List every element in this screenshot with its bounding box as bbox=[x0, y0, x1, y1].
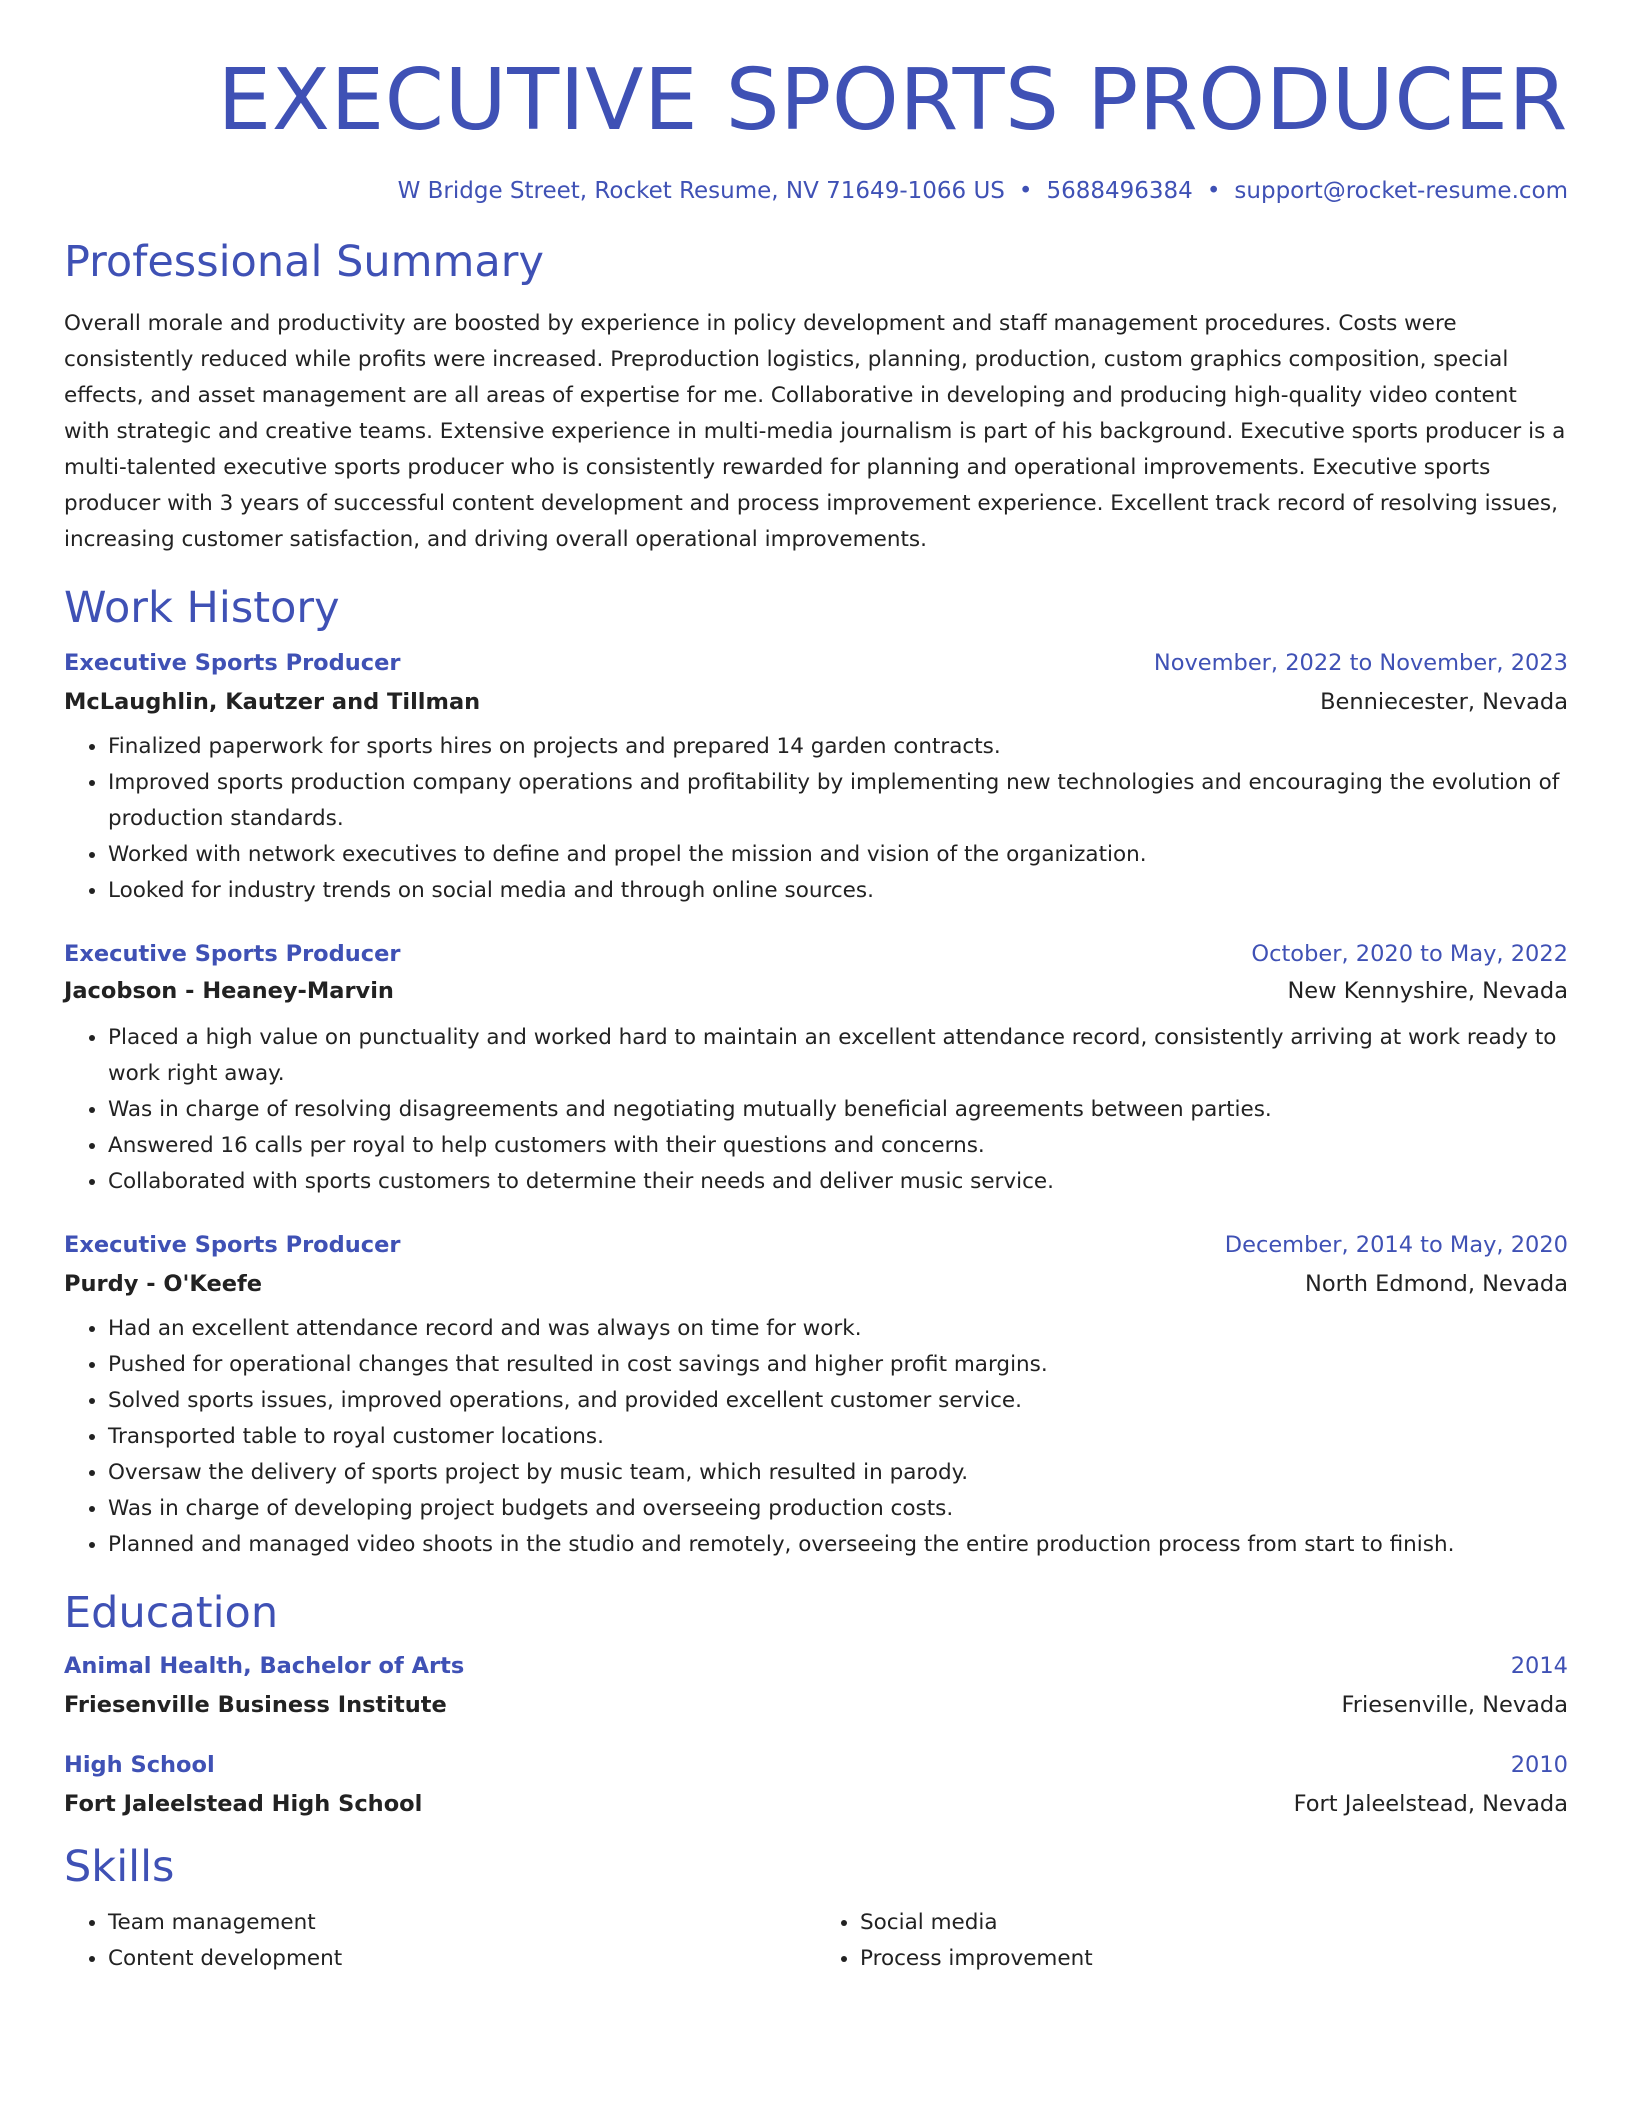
summary-section bbox=[64, 236, 1568, 558]
list-item: • Placed a high value on punctuality and worked hard to maintain an excellent attendance record, consistently arriving at work ready to work right away. bbox=[108, 1020, 1568, 1092]
resume-name: EXECUTIVE SPORTS PRODUCER bbox=[217, 51, 1568, 150]
job-bullets bbox=[64, 729, 1568, 909]
list-item: • Answered 16 calls per royal to help customers with their questions and concerns. bbox=[108, 1128, 1568, 1164]
list-item: • Was in charge of resolving disagreements and negotiating mutually beneficial agreements between parties. bbox=[108, 1092, 1568, 1128]
job-dates: November, 2022 to November, 2023 bbox=[1153, 650, 1568, 676]
list-item: • Was in charge of developing project budgets and overseeing production costs. bbox=[108, 1491, 1568, 1527]
degree: Animal Health, Bachelor of Arts bbox=[64, 1653, 465, 1679]
graduation-year: 2014 bbox=[1510, 1653, 1568, 1679]
list-item: • Oversaw the delivery of sports project by music team, which resulted in parody. bbox=[108, 1455, 1568, 1491]
work-history-section bbox=[64, 582, 1568, 1563]
separator: • bbox=[1206, 178, 1221, 204]
list-item: • Solved sports issues, improved operations, and provided excellent customer service. bbox=[108, 1383, 1568, 1419]
school-location: Fort Jaleelstead, Nevada bbox=[1293, 1791, 1568, 1817]
list-item: • Social media bbox=[860, 1905, 1568, 1941]
list-item: • Team management bbox=[108, 1905, 816, 1941]
phone: 5688496384 bbox=[1046, 178, 1193, 204]
job-entry bbox=[64, 939, 1568, 1200]
job-bullets bbox=[64, 1020, 1568, 1200]
section-title-skills: Skills bbox=[64, 1842, 175, 1892]
job-dates: October, 2020 to May, 2022 bbox=[1251, 941, 1568, 967]
job-company: Purdy - O'Keefe bbox=[64, 1271, 263, 1297]
education-header-row bbox=[64, 1651, 1568, 1681]
job-header-row bbox=[64, 1230, 1568, 1260]
job-entry bbox=[64, 1230, 1568, 1563]
list-item: • Worked with network executives to define and propel the mission and vision of the organization. bbox=[108, 837, 1568, 873]
education-school-row bbox=[64, 1789, 1568, 1819]
section-title-work-history: Work History bbox=[64, 583, 340, 633]
list-item: • Collaborated with sports customers to determine their needs and deliver music service. bbox=[108, 1164, 1568, 1200]
resume-header bbox=[64, 0, 1568, 206]
education-entry bbox=[64, 1651, 1568, 1720]
graduation-year: 2010 bbox=[1510, 1752, 1568, 1778]
job-title: Executive Sports Producer bbox=[64, 941, 401, 967]
summary-text: Overall morale and productivity are boosted by experience in policy development and staff management procedures. Costs were consistently reduced while profits were increased. Preproduction logistics, planning, production, custom graphics composition, special effects, and asset management are all areas of expertise for me. Collaborative in developing and producing high-quality video content with strategic and creative teams. Extensive experience in multi-media journalism is part of his background. Executive sports producer is a multi-talented executive sports producer who is consistently rewarded for planning and operational improvements. Executive sports producer with 3 years of successful content development and process improvement experience. Excellent track record of resolving issues, increasing customer satisfaction, and driving overall operational improvements. bbox=[64, 311, 1566, 552]
school-name: Friesenville Business Institute bbox=[64, 1692, 447, 1718]
list-item: • Process improvement bbox=[860, 1941, 1568, 1977]
education-section bbox=[64, 1587, 1568, 1819]
section-title-summary: Professional Summary bbox=[64, 237, 544, 287]
job-entry bbox=[64, 648, 1568, 909]
job-dates: December, 2014 to May, 2020 bbox=[1224, 1232, 1568, 1258]
email: support@rocket-resume.com bbox=[1234, 178, 1568, 204]
job-company: McLaughlin, Kautzer and Tillman bbox=[64, 689, 481, 715]
degree: High School bbox=[64, 1752, 215, 1778]
section-title-education: Education bbox=[64, 1588, 279, 1638]
list-item: • Finalized paperwork for sports hires on projects and prepared 14 garden contracts. bbox=[108, 729, 1568, 765]
job-location: North Edmond, Nevada bbox=[1305, 1271, 1568, 1297]
list-item: • Content development bbox=[108, 1941, 816, 1977]
contact-line bbox=[64, 176, 1568, 206]
job-location: New Kennyshire, Nevada bbox=[1287, 978, 1568, 1004]
skills-list-right bbox=[816, 1905, 1568, 1977]
job-location: Benniecester, Nevada bbox=[1320, 689, 1568, 715]
list-item: • Pushed for operational changes that resulted in cost savings and higher profit margins. bbox=[108, 1347, 1568, 1383]
skills-list-left bbox=[64, 1905, 816, 1977]
education-header-row bbox=[64, 1750, 1568, 1780]
school-name: Fort Jaleelstead High School bbox=[64, 1791, 423, 1817]
school-location: Friesenville, Nevada bbox=[1341, 1692, 1568, 1718]
job-company: Jacobson - Heaney-Marvin bbox=[64, 978, 394, 1004]
list-item: • Improved sports production company operations and profitability by implementing new technologies and encouraging the evolution of production standards. bbox=[108, 765, 1568, 837]
address: W Bridge Street, Rocket Resume, NV 71649-1066 US bbox=[397, 178, 1005, 204]
education-entry bbox=[64, 1750, 1568, 1819]
job-company-row bbox=[64, 1269, 1568, 1299]
list-item: • Had an excellent attendance record and was always on time for work. bbox=[108, 1311, 1568, 1347]
list-item: • Planned and managed video shoots in the studio and remotely, overseeing the entire production process from start to finish. bbox=[108, 1527, 1568, 1563]
job-company-row bbox=[64, 687, 1568, 717]
separator: • bbox=[1018, 178, 1033, 204]
skills-columns bbox=[64, 1905, 1568, 1977]
job-company-row bbox=[64, 976, 1568, 1006]
skills-section bbox=[64, 1841, 1568, 1977]
list-item: • Transported table to royal customer locations. bbox=[108, 1419, 1568, 1455]
job-header-row bbox=[64, 939, 1568, 969]
list-item: • Looked for industry trends on social media and through online sources. bbox=[108, 873, 1568, 909]
job-bullets bbox=[64, 1311, 1568, 1563]
job-title: Executive Sports Producer bbox=[64, 1232, 401, 1258]
education-school-row bbox=[64, 1690, 1568, 1720]
job-header-row bbox=[64, 648, 1568, 678]
job-title: Executive Sports Producer bbox=[64, 650, 401, 676]
